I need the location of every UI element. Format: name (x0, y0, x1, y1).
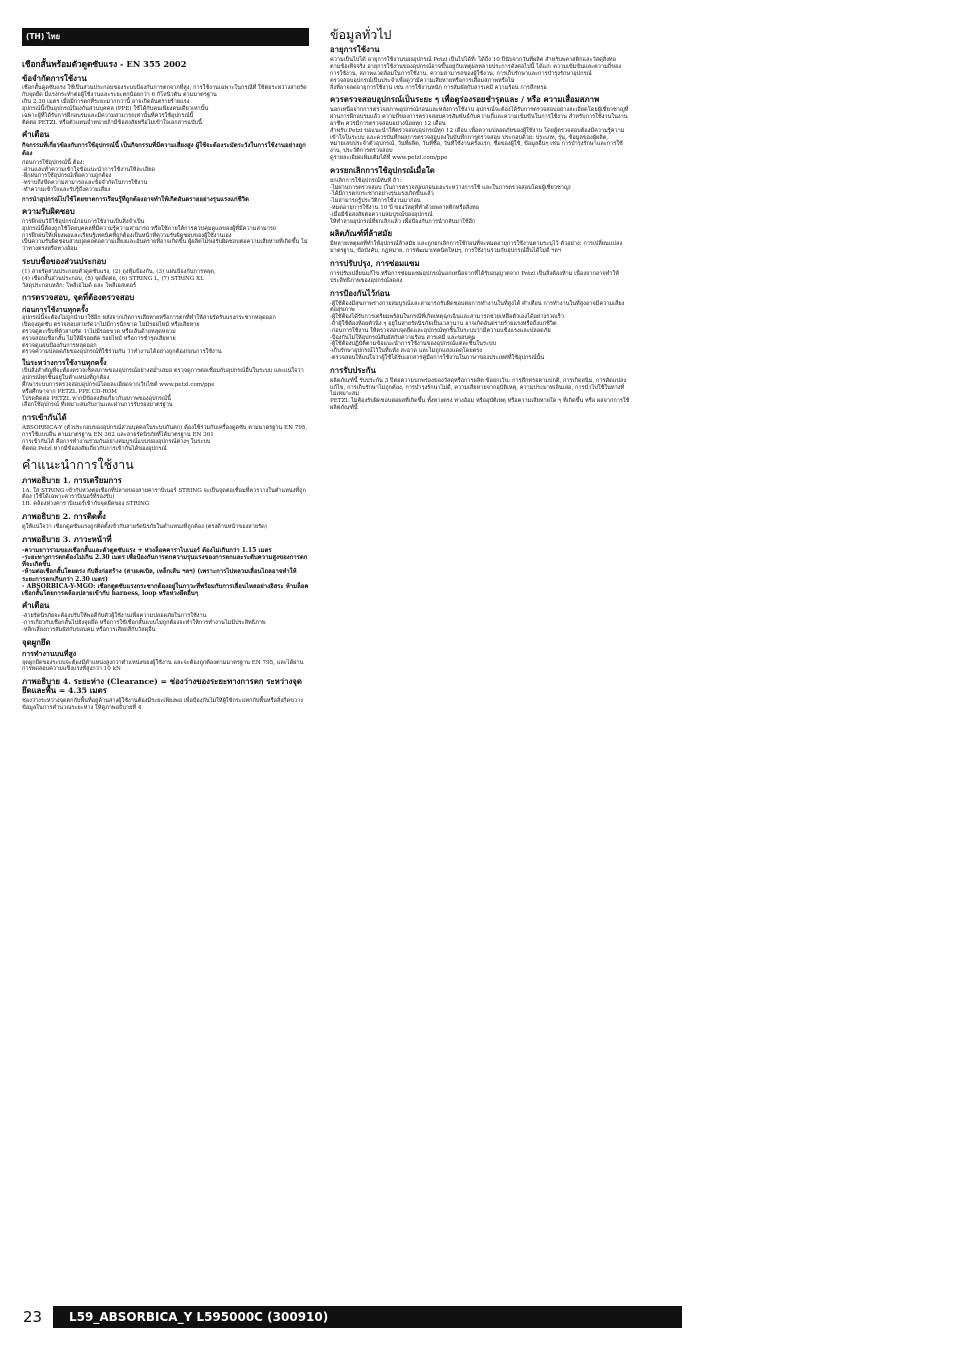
figure-3-section (22, 536, 309, 597)
section-text: 1A. ใส่ STRING เข้ากับห่วงต่อเชือกที่ปลายของสายคาราบิเนอร์ STRING จะเป็นจุดต่อเชื่อมที่ควรวางในตำแหน่งที่ถูกต้อง (ใช้ได้เฉพาะคาราบิเนอร์ที่รองรับ) 1B. คล้องห่วงคาราบิเนอร์เข้ากับจุดยึดของ STRING (22, 487, 306, 508)
section-heading: ระบบชื่อของส่วนประกอบ (22, 256, 107, 266)
section-heading: อายุการใช้งาน (330, 45, 380, 55)
section-heading: ภาพอธิบาย 1. การเตรียมการ (22, 475, 122, 485)
page-footer (22, 1306, 682, 1328)
subsection-heading: ก่อนการใช้งานทุกครั้ง (22, 305, 89, 315)
section-text: ช่องว่างระหว่างจุดตกกับพื้นที่อยู่ด้านล่างผู้ใช้งานต้องมีระยะเพียงพอ เพื่อป้องกันไม่ให้ผู้ใช้กระแทกกับพื้นหรือสิ่งกีดขวาง ข้อมูลในการคำนวณระยะห่าง ให้ดูภาพอธิบายที่ 4 (22, 698, 303, 711)
instructions-title: คำแนะนำการใช้งาน (22, 457, 134, 473)
left-column (22, 28, 309, 717)
document-reference: L59_ABSORBICA_Y L595000C (300910) (53, 1306, 682, 1328)
section-heading: การเข้ากันได้ (22, 413, 67, 423)
section-modifications (330, 260, 630, 285)
section-text: นอกเหนือจากการตรวจสภาพอุปกรณ์ก่อนและหลังการใช้งาน อุปกรณ์จะต้องได้รับการตรวจสอบอย่างละเอียดโดยผู้เชี่ยวชาญที่ผ่านการฝึกอบรมแล้ว ความถี่ของการตรวจสอบควรสัมพันธ์กับความถี่และความเข้มข้นในการใช้งาน สำหรับการใช้งานในงานอาชีพ ควรมีการตรวจสอบอย่างน้อยทุก 12 เดือน สำหรับ Petzl ขอแนะนำให้ตรวจสอบอุปกรณ์ทุก 12 เดือน เพื่อความปลอดภัยของผู้ใช้งาน โดยผู้ตรวจสอบต้องมีความรู้ความเข้าใจในระบบ และควรบันทึกผลการตรวจสอบลงในบันทึกการตรวจสอบ ประกอบด้วย: ประเภท, รุ่น, ข้อมูลของผู้ผลิต, หมายเลขประจำตัวอุปกรณ์, วันที่ผลิต, วันที่ซื้อ, วันที่ใช้งานครั้งแรก, ชื่อของผู้ใช้, ข้อมูลอื่นๆ เช่น การบำรุงรักษาและการใช้งาน, ประวัติการตรวจสอบ ดูรายละเอียดเพิ่มเติมได้ที่ www.petzl.com/ppe (330, 107, 629, 162)
section-compatibility (22, 414, 309, 452)
section-text: ยกเลิกการใช้อุปกรณ์ทันที ถ้า: -ไม่ผ่านการตรวจสอบ (ในการตรวจสอบก่อนและระหว่างการใช้ และในการตรวจสอบโดยผู้เชี่ยวชาญ) -ได้มีการตกกระชากอย่างรุนแรงเกิดขึ้นแล้ว -ไม่สามารถรู้ประวัติการใช้งานมาก่อน -หมดอายุการใช้งาน 10 ปี ของวัสดุที่ทำด้วยพลาสติกหรือสิ่งทอ -เมื่อมีข้อสงสัยต่อความสมบูรณ์ของอุปกรณ์ ให้ทำลายอุปกรณ์ที่ยกเลิกแล้ว เพื่อป้องกันการนำกลับมาใช้อีก (330, 177, 571, 225)
warning-bold-text: การนำอุปกรณ์ไปใช้โดยขาดการเรียนรู้ที่ถูกต้องอาจทำให้เกิดอันตรายอย่างรุนแรงแก่ชีวิต (22, 195, 249, 203)
section-text: เชือกสั้นดูดซับแรง ใช้เป็นส่วนประกอบของระบบป้องกันการตกจากที่สูง, การใช้งานเฉพาะในกรณีที่ ใช้ต่อระหว่างสายรัดกับจุดยึด มีแรงกระทำต่อผู้ใช้งานและระยะตกน้อยกว่า 6 กิโลนิวตัน ตามมาตรฐาน เกิน 2.30 เมตร เมื่อมีการตกที่ระยะมากกว่านี้ อาจเกิดอันตรายร้ายแรง อุปกรณ์นี้เป็นอุปกรณ์ป้องกันส่วนบุคคล (PPE) ใช้ได้กับคนเพียงคนเดียวเท่านั้น เฉพาะผู้ที่ได้รับการฝึกอบรมและมีความสามารถเท่านั้นที่ควรใช้อุปกรณ์นี้ ติดต่อ PETZL หรือตัวแทนจำหน่ายถ้ามีข้อสงสัยหรือไม่เข้าใจเอกสารฉบับนี้ (22, 85, 307, 126)
section-heading: คำเตือน (22, 130, 50, 140)
section-responsibility (22, 208, 309, 253)
section-text: -สายรัดนิรภัยจะต้องปรับให้พอดีกับตัวผู้ใช้งานเพื่อความปลอดภัยในการใช้งาน -การเกี่ยวกับเชือกสั้นไปยังจุดยึด หรือการใช้เชือกสั้นแบบไม่ถูกต้องจะทำให้การทำงานไม่มีประสิทธิภาพ -หลีกเลี่ยงการสัมผัสกับขอบคม หรือการเสียดสีกับวัสดุอื่น (22, 613, 266, 633)
section-text: ก่อนการใช้อุปกรณ์นี้ ต้อง: -อ่านและทำความเข้าใจข้อแนะนำการใช้งานให้ละเอียด -ฝึกฝนการใช้อุปกรณ์เพื่อความถูกต้อง -ทราบถึงขีดความสามารถและข้อจำกัดในการใช้งาน -ทำความเข้าใจและรับรู้ถึงความเสี่ยง (22, 159, 156, 193)
section-text: เป็นสิ่งสำคัญที่จะต้องตรวจเช็คสภาพของอุปกรณ์อย่างสม่ำเสมอ ตรวจดูการต่อเชื่อมกับอุปกรณ์อื่นในระบบ และแน่ใจว่าอุปกรณ์ทุกชิ้นอยู่ในตำแหน่งที่ถูกต้อง ศึกษาระบบการตรวจสอบอุปกรณ์โดยละเอียดจากเว็บไซต์ www.petzl.com/ppe หรือศึกษาจาก PETZL PPE CD-ROM โปรดติดต่อ PETZL หากมีข้อสงสัยเกี่ยวกับสภาพของอุปกรณ์นี้ เลือกใช้อุปกรณ์ ที่เหมาะสมกับงานและผ่านการรับรองมาตรฐาน (22, 368, 304, 409)
right-column (330, 28, 630, 417)
section-heading: ผลิตภัณฑ์ที่ล้าสมัย (330, 229, 393, 239)
section-text: -ผู้ใช้ต้องมีสุขภาพร่างกายสมบูรณ์และสามารถรับผิดชอบต่อการทำงานในที่สูงได้ คำเตือน การทำงานในที่สูงอาจมีความเสี่ยงต่อสุขภาพ -ผู้ใช้ต้องได้รับการเตรียมพร้อมในกรณีที่เกิดเหตุฉุกเฉินและสามารถช่วยเหลือตัวเองได้อย่างรวดเร็ว -ถ้าผู้ใช้ต้องห้อยตัวนิ่ง ๆ อยู่ในสายรัดนิรภัยเป็นเวลานาน อาจเกิดอันตรายร้ายแรงหรือถึงแก่ชีวิต -ก่อนการใช้งาน ให้ตรวจสอบจุดยึดและอุปกรณ์ทุกชิ้นในระบบว่ามีความแข็งแรงและปลอดภัย -ป้องกันไม่ให้อุปกรณ์สัมผัสกับความร้อน สารเคมี และขอบคม -ผู้ใช้ต้องปฏิบัติตามข้อแนะนำการใช้งานของอุปกรณ์แต่ละชิ้นในระบบ -เก็บรักษาอุปกรณ์ไว้ในที่แห้ง สะอาด และไม่ถูกแสงแดดโดยตรง -ตรวจสอบให้แน่ใจว่าผู้ใช้ได้รับเอกสารคู่มือการใช้งานในภาษาของประเทศที่ใช้อุปกรณ์นั้น (330, 300, 625, 362)
general-info-title: ข้อมูลทั่วไป (330, 27, 392, 42)
subsection-heading: ในระหว่างการใช้งานทุกครั้ง (22, 358, 107, 368)
figure-2-section (22, 513, 309, 531)
section-heading: การปรับปรุง, การซ่อมแซม (330, 259, 420, 269)
figure-1-section (22, 477, 309, 508)
section-limitations (22, 75, 309, 127)
section-heading: ภาพอธิบาย 4. ระยะห่าง (Clearance) = ช่องว่างของระยะทางการตก ระหว่างจุดยึดและพื้น = 4.35 เมตร (22, 677, 302, 696)
section-heading: ภาพอธิบาย 2. การติดตั้ง (22, 512, 106, 522)
section-heading: ภาพอธิบาย 3. ภาวะหน้าที่ (22, 534, 112, 544)
section-text: (1) สายรัดส่วนประกอบตัวดูดซับแรง, (2) ถุงหุ้มป้องกัน, (3) แผ่นป้องกันการหลุด, (4) เชือกสั้นส่วนประกอบ, (5) จุดยึดต่อ, (6) STRING L, (7) STRING XL วัสดุประกอบหลัก: โพลีเอไมด์ และ โพลีเอสเตอร์ (22, 268, 216, 289)
section-periodic-inspection (330, 96, 630, 161)
section-warranty (330, 367, 630, 412)
section-heading: คำเตือน (22, 601, 50, 611)
section-text: ผลิตภัณฑ์นี้ รับประกัน 3 ปีต่อความบกพร่องของวัสดุหรือการผลิต ข้อยกเว้น: การสึกหรอตามปกติ, การเกิดสนิม, การดัดแปลงแก้ไข, การเก็บรักษาไม่ถูกต้อง, การบำรุงรักษาไม่ดี, ความเสียหายจากอุบัติเหตุ, ความประมาทเลินเล่อ, การนำไปใช้ในทางที่ไม่เหมาะสม PETZL ไม่ต้องรับผิดชอบต่อผลที่เกิดขึ้น ทั้งทางตรง ทางอ้อม หรืออุบัติเหตุ หรือความเสียหายใด ๆ ที่เกิดขึ้น หรือ ผลจากการใช้ผลิตภัณฑ์นี้ (330, 377, 630, 412)
page-number: 23 (23, 1308, 43, 1326)
section-text: อุปกรณ์นี้จะต้องไม่ถูกนำมาใช้อีก หลังจากเกิดการเสียหายหรือการตกที่ทำให้สายรัดรับแรงกระชากหลุดออก เปิดถุงดูดซับ ตรวจสอบสายรัดว่าไม่มีการฉีกขาด ไม่มีรอยไหม้ หรือเสียหาย ตรวจดูตะเข็บที่ตัวสายรัด ว่าไม่มีรอยขาด หรือเส้นด้ายหลุดหลวม ตรวจสอบเชือกสั้น ไม่ให้มีรอยตัด รอยไหม้ หรือการชำรุดเสียหาย ตรวจดูแผ่นป้องกันการหลุดออก ตรวจความปลอดภัยของอุปกรณ์ที่ใช้ร่วมกัน ว่าทำงานได้อย่างถูกต้องก่อนการใช้งาน (22, 315, 276, 356)
language-tag: (TH) ไทย (22, 28, 309, 46)
section-text: ความเป็นไปได้ อายุการใช้งานของอุปกรณ์ Petzl เป็นไปได้ที่: ได้ถึง 10 ปีนับจากวันที่ผลิต สำหรับพลาสติกและวัสดุสิ่งทอ ตามข้อเท็จจริง อายุการใช้งานของอุปกรณ์อาจขึ้นอยู่กับเหตุผลหลายประการดังต่อไปนี้ ได้แก่: ความเข้มข้นและความถี่ของการใช้งาน, สภาพแวดล้อมในการใช้งาน, ความสามารถของผู้ใช้งาน, การเก็บรักษาและการบำรุงรักษาอุปกรณ์ ตรวจสอบอุปกรณ์เป็นประจำเพื่อดูว่ามีความเสียหายหรือการเสื่อมสภาพหรือไม่ สิ่งที่อาจลดอายุการใช้งาน เช่น การใช้งานหนัก การสัมผัสกับสารเคมี ความร้อน การสึกหรอ (330, 57, 622, 91)
product-title: เชือกสั้นพร้อมตัวดูดซับแรง - EN 355 2002 (22, 59, 187, 69)
section-text: การฝึกฝนวิธีใช้อุปกรณ์ก่อนการใช้งานเป็นสิ่งจำเป็น อุปกรณ์นี้ต้องถูกใช้โดยบุคคลที่มีความรู้ความสามารถ หรือใช้ภายใต้การควบคุมดูแลของผู้ที่มีความสามารถ การฝึกฝนให้เพียงพอและเรียนรู้เทคนิคที่ถูกต้องเป็นหน้าที่ความรับผิดชอบของผู้ใช้งานเอง เป็นความรับผิดชอบส่วนบุคคลต่อความเสี่ยงและอันตรายที่อาจเกิดขึ้น ผู้ผลิตไม่ขอรับผิดชอบต่อความเสียหายที่เกิดขึ้น ไม่ว่าทางตรงหรือทางอ้อม (22, 218, 308, 253)
section-obsolescence (330, 230, 630, 255)
section-nomenclature (22, 258, 309, 289)
function-bold-text: -ความยาวรวมของเชือกสั้นและตัวดูดซับแรง + ห่วงล็อคคาราไบเนอร์ ต้องไม่เกินกว่า 1.15 เมตร -ระยะทางการตกต้องไม่เกิน 2.30 เมตร เพื่อป้องกันการตกความรุนแรงของการตกและระดับความสูงของการตกที่จะเกิดขึ้น -ห้ามต่อเชือกสั้นโดยตรง กับสิ่งก่อสร้าง (สายเคเบิล, เหล็กเส้น ฯลฯ) (เพราะการไปหลวมเลื่อนไถลอาจทำให้ระยะการตกเกินกว่า 2.30 เมตร) - ABSORBICA-Y-MGO: เชือกดูดซับแรงกระชากต้องอยู่ในภาวะที่พร้อมกับการเลื่อนไหลอย่างอิสระ ห้ามล็อคเชือกสั้นโดยการคล้องปลายเข้ากับ harness, loop หรือห่วงยึดอื่นๆ (22, 546, 309, 597)
warning-bold-text: กิจกรรมที่เกี่ยวข้องกับการใช้อุปกรณ์นี้ เป็นกิจกรรมที่มีความเสี่ยงสูง ผู้ใช้จะต้องระมัดระวังในการใช้งานอย่างถูกต้อง (22, 142, 306, 157)
section-retirement (330, 167, 630, 226)
section-heading: การรับประกัน (330, 365, 376, 375)
section-text: มีหลายเหตุผลที่ทำให้อุปกรณ์ล้าสมัย และถูกยกเลิกการใช้ก่อนที่จะหมดอายุการใช้งานตามระบุไว้ ตัวอย่าง: การเปลี่ยนแปลงมาตรฐาน, ข้อบังคับ, กฎหมาย, การพัฒนาเทคนิคใหม่ๆ, การใช้งานร่วมกับอุปกรณ์อื่นได้ไม่ดี ฯลฯ (330, 241, 623, 255)
section-heading: การป้องกันไว้ก่อน (330, 288, 390, 298)
warning-2-section (22, 602, 309, 633)
section-inspection (22, 294, 309, 409)
section-heading: การตรวจสอบ, จุดที่ต้องตรวจสอบ (22, 293, 135, 303)
section-precautions (330, 290, 630, 362)
section-warning (22, 131, 309, 203)
section-heading: ข้อจำกัดการใช้งาน (22, 73, 87, 83)
section-heading: จุดผูกยึด (22, 637, 51, 647)
section-heading: ควรยกเลิกการใช้อุปกรณ์เมื่อใด (330, 165, 435, 175)
section-heading: ควรตรวจสอบอุปกรณ์เป็นระยะ ๆ เพื่อดูร่องรอยชำรุดและ / หรือ ความเสื่อมสภาพ (330, 95, 600, 105)
section-lifetime (330, 46, 630, 91)
section-heading: ความรับผิดชอบ (22, 206, 75, 216)
subsection-heading: การทำงานบนที่สูง (22, 649, 77, 659)
anchor-section (22, 639, 309, 674)
section-text: จุดผูกยึดของระบบจะต้องมีตำแหน่งสูงกว่าตำแหน่งของผู้ใช้งาน และจะต้องถูกต้องตามมาตรฐาน EN 795, และได้ผ่านการทดสอบความแข็งแรงที่สูงกว่า 10 kN (22, 659, 304, 673)
section-text: ABSORBICA-Y (ตัวประกอบของอุปกรณ์ส่วนบุคคลในระบบกันตก) ต้องใช้ร่วมกับเครื่องดูดซับ ตามมาตรฐาน EN 795, การใช้แบบอื่น ตามมาตรฐาน EN 362 และสายรัดนิรภัยที่ได้มาตรฐาน EN 361 การเข้ากันได้ คือการทำงานร่วมกันอย่างสมบูรณ์แบบของอุปกรณ์ต่างๆ ในระบบ ติดต่อ Petzl หากมีข้อสงสัยเกี่ยวกับการเข้ากันได้ของอุปกรณ์ (22, 425, 308, 452)
section-text: ดูให้แน่ใจว่า เชือกดูดซับแรงถูกติดตั้งเข้ากับสายรัดนิรภัยในตำแหน่งที่ถูกต้อง (ตรงด้านหน้าของสายรัด) (22, 524, 267, 531)
figure-4-section (22, 678, 309, 712)
section-text: การปรับเปลี่ยนแก้ไข หรือการซ่อมแซมอุปกรณ์นอกเหนือจากที่ได้รับอนุญาตจาก Petzl เป็นสิ่งต้องห้าม เนื่องจากอาจทำให้ประสิทธิภาพของอุปกรณ์ลดลง (330, 271, 619, 284)
